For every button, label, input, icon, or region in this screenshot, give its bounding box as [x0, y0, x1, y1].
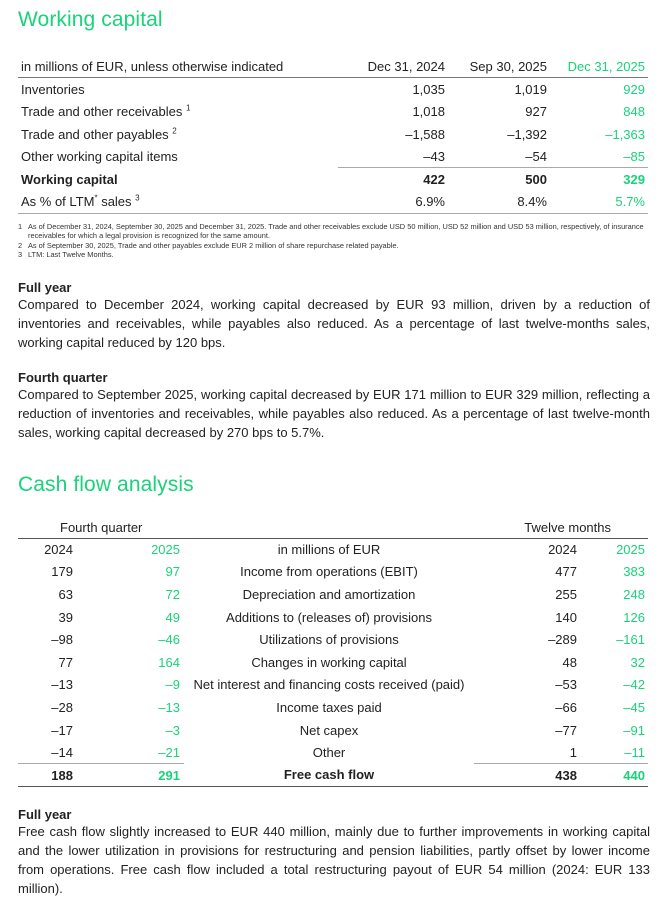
value: 8.4%	[448, 191, 550, 214]
value: 255	[555, 586, 577, 602]
row-label: Net interest and financing costs received (paid)	[193, 677, 465, 693]
value: 440	[577, 764, 648, 787]
value: –1,363	[605, 126, 645, 142]
value: –66	[555, 699, 577, 715]
value: 1,035	[412, 81, 445, 97]
value: 179	[51, 564, 73, 580]
footnote-mark: 2	[18, 240, 23, 250]
full-year-heading: Full year	[18, 280, 72, 295]
table-row	[18, 696, 648, 719]
row-label: Working capital	[21, 171, 118, 187]
table-row	[18, 123, 648, 146]
cash-flow-title: Cash flow analysis	[18, 473, 194, 496]
row-label: Additions to (releases of) provisions	[226, 609, 432, 625]
value: 1,019	[514, 81, 547, 97]
value: 39	[58, 609, 73, 625]
footnote	[18, 222, 658, 241]
table-row	[18, 741, 648, 764]
group-spacer	[184, 517, 474, 538]
value: –13	[51, 677, 73, 693]
value: –1,392	[507, 126, 547, 142]
value: 927	[525, 103, 547, 119]
header-dec-2025: Dec 31, 2025	[550, 55, 648, 78]
working-capital-title: Working capital	[18, 8, 163, 31]
row-label: Income from operations (EBIT)	[240, 564, 418, 580]
table-row	[18, 191, 648, 214]
header-dec-2024: Dec 31, 2024	[338, 55, 448, 78]
value: –43	[423, 148, 445, 164]
footnote-text: As of December 31, 2024, September 30, 2025 and December 31, 2025. Trade and other receivables exclude USD 50 million, USD 52 million and USD 53 million, respectively, of insurance receivables for which a legal provision is recognized for the same amount.	[28, 222, 644, 241]
footnote-ref: 1	[186, 103, 191, 113]
value: 72	[165, 586, 180, 602]
value: 32	[630, 654, 645, 670]
value: 164	[158, 654, 180, 670]
cash-flow-full-year-heading: Full year	[18, 807, 72, 822]
table-row-total	[18, 764, 648, 787]
value: 383	[623, 564, 645, 580]
working-capital-table	[18, 55, 648, 214]
value: 929	[623, 81, 645, 97]
group-header-row	[18, 517, 648, 538]
value: –11	[624, 744, 645, 760]
header-label: in millions of EUR, unless otherwise indicated	[18, 55, 338, 78]
row-label	[18, 191, 338, 214]
value: –54	[525, 148, 547, 164]
value: 77	[58, 654, 73, 670]
table-header-row	[18, 538, 648, 561]
fourth-quarter-paragraph: Compared to September 2025, working capital decreased by EUR 171 million to EUR 329 million, reflecting a reduction of inventories and receivables, while payables also reduced. As a percentage of last twelve-month sales, working capital decreased by 270 bps to 5.7%.	[18, 387, 650, 440]
footnote-text: LTM: Last Twelve Months.	[28, 250, 114, 260]
value: 438	[474, 764, 577, 787]
row-label: Depreciation and amortization	[242, 586, 416, 602]
row-label: Net capex	[299, 722, 359, 738]
value: –28	[51, 699, 73, 715]
cash-flow-full-year-paragraph: Free cash flow slightly increased to EUR 440 million, mainly due to further improvements in working capital and the lower utilization in provisions for restructuring and pension liabilities, partly offset by lower income from operations. Free cash flow included a total restructuring payout of EUR 54 million (2024: EUR 133 million).	[18, 824, 650, 896]
value: 500	[448, 168, 550, 191]
row-label: Free cash flow	[184, 764, 474, 787]
table-row	[18, 78, 648, 101]
row-label: Utilizations of provisions	[259, 632, 399, 648]
value: 49	[165, 609, 180, 625]
footnote-mark: 1	[18, 222, 23, 231]
row-label: Changes in working capital	[251, 654, 407, 670]
row-label	[18, 123, 338, 146]
table-row	[18, 651, 648, 674]
value: –17	[51, 722, 73, 738]
header-q-2024: 2024	[44, 542, 73, 558]
table-header-row	[18, 55, 648, 78]
footnote-text: As of September 30, 2025, Trade and other payables exclude EUR 2 million of share repurchase related payable.	[28, 240, 399, 250]
value: 5.7%	[550, 191, 648, 214]
value: –1,588	[405, 126, 445, 142]
fourth-quarter-heading: Fourth quarter	[18, 370, 108, 385]
asterisk: *	[94, 193, 98, 203]
value: –289	[548, 632, 577, 648]
row-label-text: Trade and other receivables	[21, 103, 183, 119]
full-year-paragraph: Compared to December 2024, working capital decreased by EUR 93 million, driven by a reduction of inventories and receivables, while payables also reduced. As a percentage of last twelve-months sales, working capital reduced by 120 bps.	[18, 297, 650, 350]
table-row	[18, 100, 648, 123]
value: –3	[165, 722, 180, 738]
row-label-text: Trade and other payables	[21, 126, 169, 142]
value: –21	[158, 744, 180, 760]
value: 291	[101, 764, 184, 787]
value: 422	[338, 168, 448, 191]
footnote-mark: 3	[18, 250, 23, 260]
table-row	[18, 674, 648, 697]
table-row-total	[18, 168, 648, 191]
value: 6.9%	[338, 191, 448, 214]
header-sep-2025: Sep 30, 2025	[448, 55, 550, 78]
value: 329	[550, 168, 648, 191]
table-row	[18, 145, 648, 168]
value: –13	[158, 699, 180, 715]
value: 1,018	[412, 103, 445, 119]
value: 1	[569, 744, 577, 760]
group-fourth-quarter: Fourth quarter	[18, 517, 184, 538]
value: –46	[158, 632, 180, 648]
group-twelve-months: Twelve months	[474, 517, 648, 538]
header-q-2025: 2025	[151, 542, 180, 558]
table-row	[18, 606, 648, 629]
row-label: Income taxes paid	[276, 699, 382, 715]
value: 477	[555, 564, 577, 580]
row-label-suffix: sales	[97, 194, 132, 210]
value: –91	[623, 722, 645, 738]
value: 126	[623, 609, 645, 625]
table-row	[18, 583, 648, 606]
header-y-2025: 2025	[616, 542, 645, 558]
value: –85	[623, 148, 645, 164]
row-label: Other	[312, 745, 346, 761]
value: –53	[555, 677, 577, 693]
value: 48	[562, 654, 577, 670]
row-label: Other working capital items	[21, 149, 178, 165]
cash-flow-table	[18, 517, 648, 787]
table-row	[18, 561, 648, 584]
header-y-2024: 2024	[548, 542, 577, 558]
value: –45	[623, 699, 645, 715]
footnote-ref: 3	[135, 193, 140, 203]
value: 97	[165, 564, 180, 580]
row-label: Inventories	[21, 81, 85, 97]
footnote	[18, 241, 658, 250]
value: –14	[51, 744, 73, 760]
header-label: in millions of EUR	[277, 542, 381, 558]
value: 188	[18, 764, 101, 787]
footnote	[18, 250, 658, 259]
value: –42	[623, 677, 645, 693]
value: 140	[555, 609, 577, 625]
row-label	[18, 100, 338, 123]
value: –161	[616, 632, 645, 648]
value: –9	[165, 677, 180, 693]
value: 848	[623, 103, 645, 119]
footnotes	[18, 222, 658, 260]
value: 248	[623, 586, 645, 602]
footnote-ref: 2	[172, 126, 177, 136]
value: –77	[555, 722, 577, 738]
value: –98	[51, 632, 73, 648]
table-row	[18, 628, 648, 651]
table-row	[18, 719, 648, 742]
row-label-text: As % of LTM	[21, 194, 95, 210]
value: 63	[58, 586, 73, 602]
